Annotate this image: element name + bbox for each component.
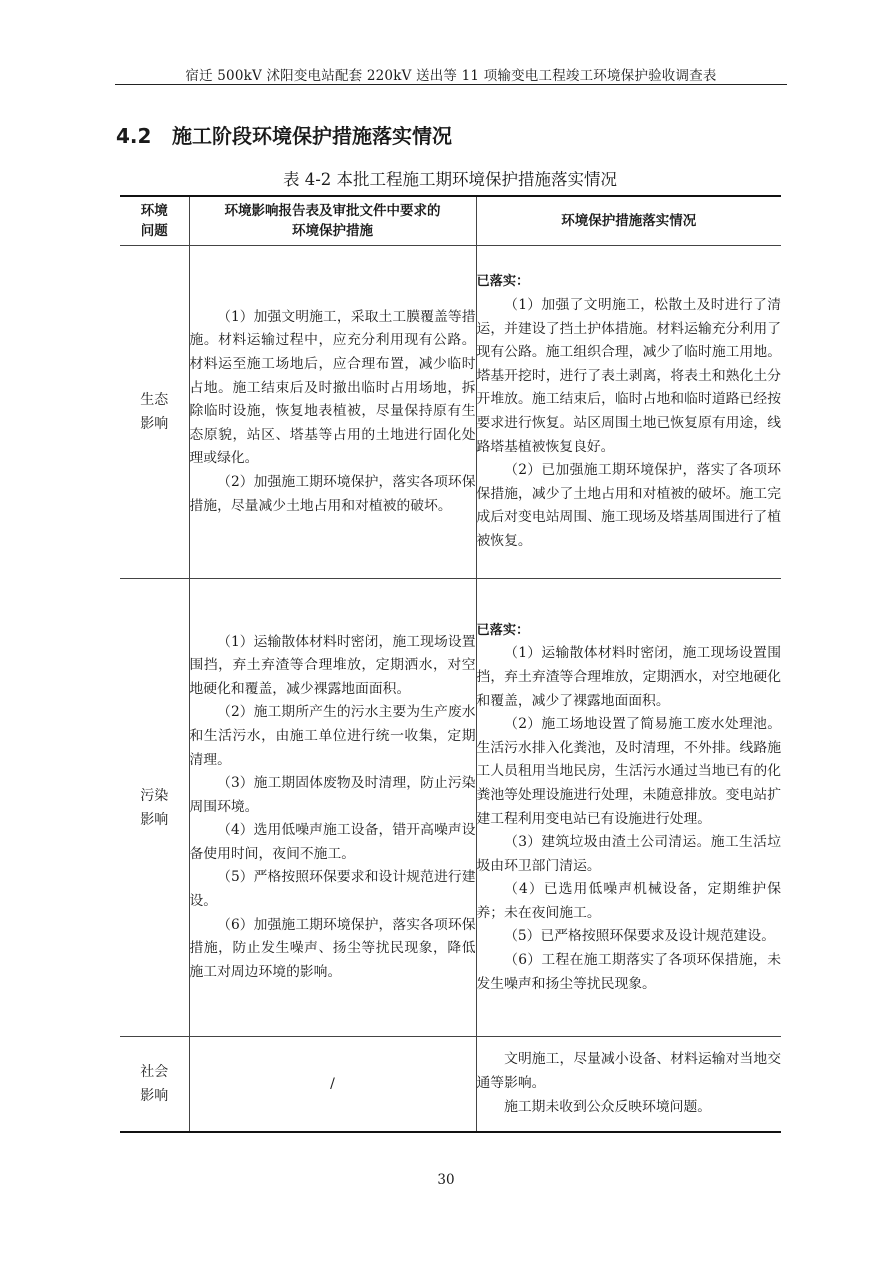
implementation-item: （1）运输散体材料时密闭，施工现场设置围挡，弃土弃渣等合理堆放，定期洒水，对空地硬化和覆盖，减少了裸露地面面积。 xyxy=(476,645,781,709)
table-row xyxy=(120,1037,781,1132)
requirement-item: （4）选用低噪声施工设备，错开高噪声设备使用时间，夜间不施工。 xyxy=(189,822,476,862)
status-label: 已落实： xyxy=(476,622,530,638)
header-implementation: 环境保护措施落实情况 xyxy=(476,196,781,246)
implementation-item: 施工期未收到公众反映环境问题。 xyxy=(504,1098,712,1115)
implementation-cell xyxy=(476,579,781,1037)
row-category: 社会 影响 xyxy=(120,1037,189,1132)
requirement-item: （1）加强文明施工，采取土工膜覆盖等措施。材料运输过程中，应充分利用现有公路。材料运至施工场地后，应合理布置，减少临时占地。施工结束后及时撤出临时占用场地，拆除临时设施，恢复地表植被，尽量保持原有生态原貌，站区、塔基等占用的土地进行固化处理或绿化。 xyxy=(189,308,476,467)
row-category: 污染 影响 xyxy=(120,579,189,1037)
section-number: 4.2 xyxy=(116,124,152,148)
section-title: 施工阶段环境保护措施落实情况 xyxy=(172,124,452,148)
status-label: 已落实： xyxy=(476,274,530,290)
header-issue: 环境 问题 xyxy=(120,196,189,246)
requirement-item: （2）加强施工期环境保护，落实各项环保措施，尽量减少土地占用和对植被的破坏。 xyxy=(189,473,476,514)
implementation-item: （2）施工场地设置了简易施工废水处理池。生活污水排入化粪池，及时清理，不外排。线路施工人员租用当地民房，生活污水通过当地已有的化粪池等处理设施进行处理，未随意排放。变电站扩建工程利用变电站已有设施进行处理。 xyxy=(476,716,781,827)
requirement-item: （2）施工期所产生的污水主要为生产废水和生活污水，由施工单位进行统一收集，定期清理。 xyxy=(189,704,476,768)
implementation-item: 文明施工，尽量减小设备、材料运输对当地交通等影响。 xyxy=(476,1051,781,1091)
requirements-cell: / xyxy=(189,1037,476,1132)
table-row xyxy=(120,579,781,1037)
implementation-item: （5）已严格按照环保要求及设计规范建设。 xyxy=(504,928,776,945)
requirement-item: （5）严格按照环保要求和设计规范进行建设。 xyxy=(189,869,476,910)
implementation-cell xyxy=(476,246,781,579)
implementation-item: （1）加强了文明施工，松散土及时进行了清运，并建设了挡土护体措施。材料运输充分利用了现有公路。施工组织合理，减少了临时施工用地。塔基开挖时，进行了表土剥离，将表土和熟化土分开堆放。施工结束后，临时占地和临时道路已经按要求进行恢复。站区周围土地已恢复原有用途，线路塔基植被恢复良好。 xyxy=(476,297,781,455)
header-rule xyxy=(115,84,787,85)
page-number: 30 xyxy=(437,1172,455,1188)
row-category: 生态 影响 xyxy=(120,246,189,579)
implementation-item: （3）建筑垃圾由渣土公司清运。施工生活垃圾由环卫部门清运。 xyxy=(476,834,781,874)
measures-table xyxy=(120,195,781,1133)
requirement-item: （6）加强施工期环境保护，落实各项环保措施，防止发生噪声、扬尘等扰民现象，降低施工对周边环境的影响。 xyxy=(189,916,476,980)
implementation-cell xyxy=(476,1037,781,1132)
table-row xyxy=(120,246,781,579)
implementation-item: （4）已选用低噪声机械设备，定期维护保养；未在夜间施工。 xyxy=(476,881,781,921)
requirements-cell xyxy=(189,579,476,1037)
section-heading xyxy=(116,120,452,149)
running-header: 宿迁 500kV 沭阳变电站配套 220kV 送出等 11 项输变电工程竣工环境保护验收调查表 xyxy=(185,68,717,84)
requirement-item: （3）施工期固体废物及时清理，防止污染周围环境。 xyxy=(189,775,476,815)
table-caption: 表 4-2 本批工程施工期环境保护措施落实情况 xyxy=(282,170,618,189)
header-requirements: 环境影响报告表及审批文件中要求的 环境保护措施 xyxy=(189,196,476,246)
implementation-item: （6）工程在施工期落实了各项环保措施，未发生噪声和扬尘等扰民现象。 xyxy=(476,952,781,992)
requirements-cell xyxy=(189,246,476,579)
requirement-item: （1）运输散体材料时密闭，施工现场设置围挡，弃土弃渣等合理堆放，定期洒水，对空地硬化和覆盖，减少裸露地面面积。 xyxy=(189,633,476,697)
table-header-row xyxy=(120,196,781,246)
implementation-item: （2）已加强施工期环境保护，落实了各项环保措施，减少了土地占用和对植被的破坏。施工完成后对变电站周围、施工现场及塔基周围进行了植被恢复。 xyxy=(476,462,781,549)
